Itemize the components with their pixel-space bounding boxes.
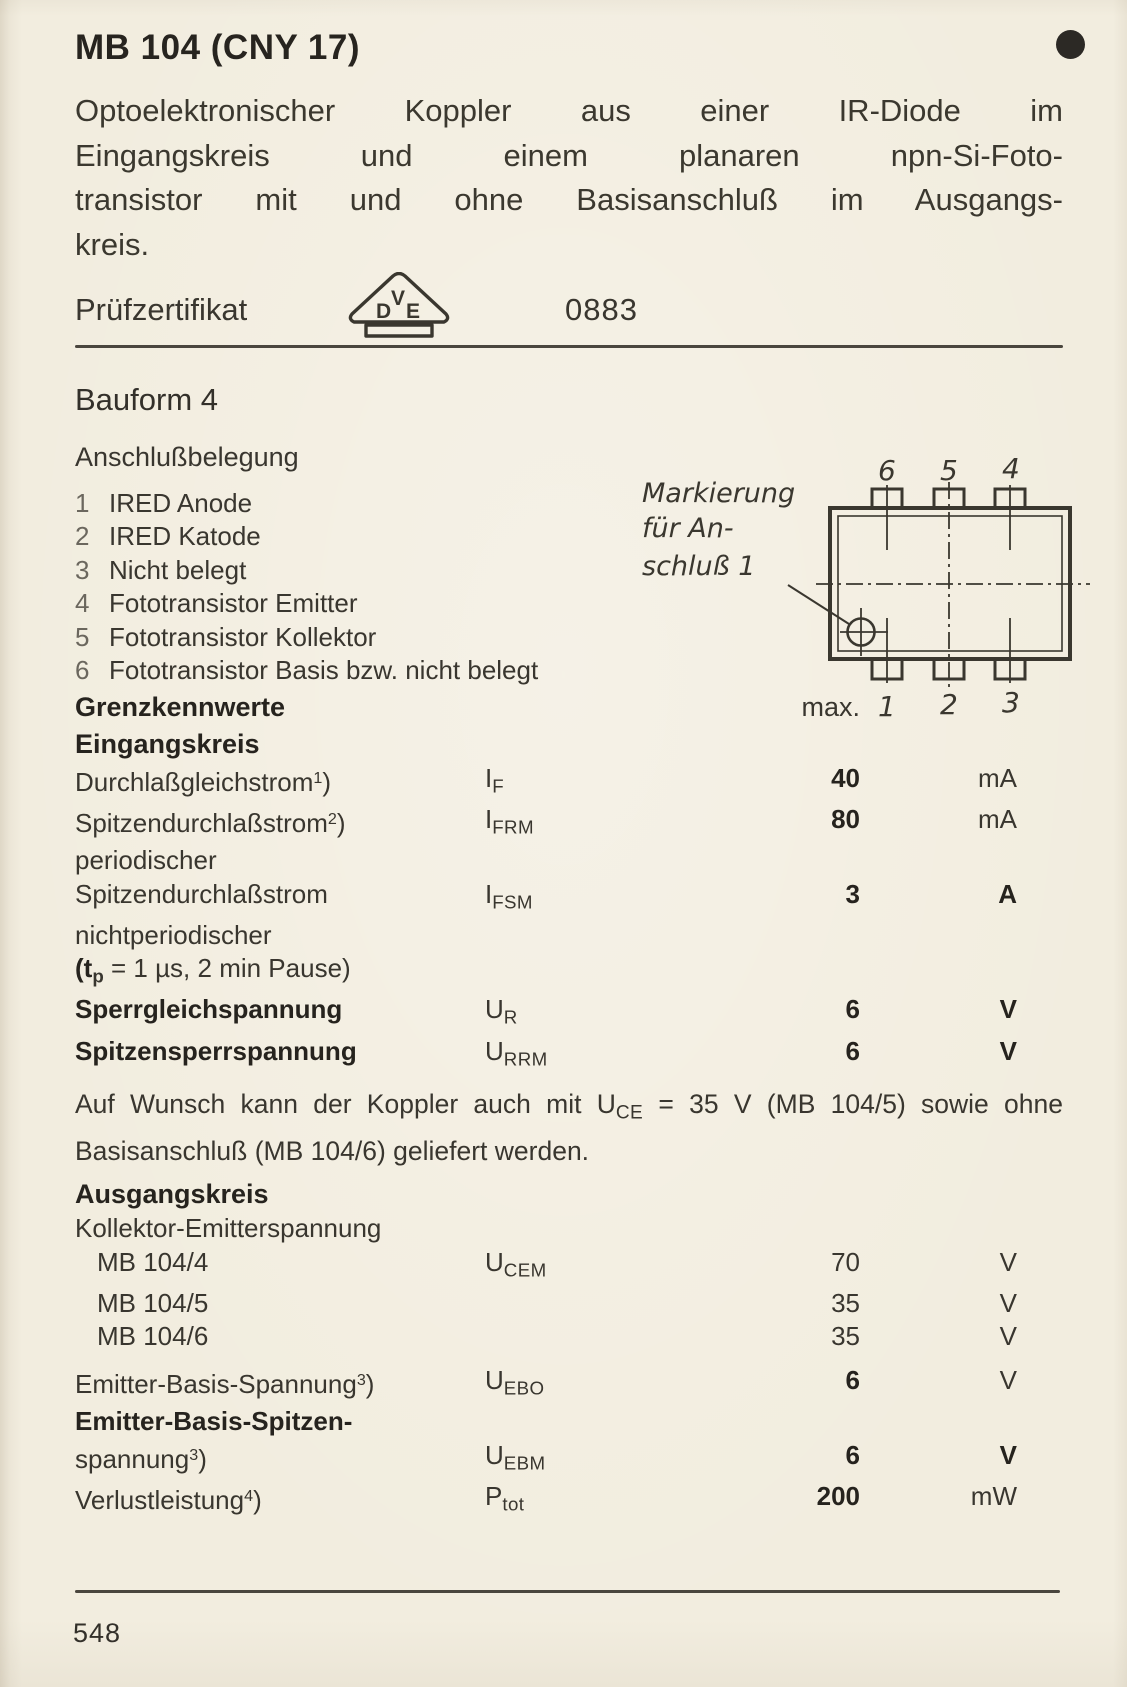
pin-list-item [75,654,635,687]
svg-text:D: D [376,300,392,323]
symbol: $I_{FRM}$ [485,804,534,838]
pinout-heading: Anschlußbelegung [75,442,299,472]
symbol: $U_{EBM}$ [485,1439,546,1474]
description-line: Eingangskreis und einem planaren npn-Si-Foto- [75,137,1063,173]
certificate-number: 0883 [565,292,638,327]
pin-number-bottom: 3 [1002,686,1020,719]
symbol: $U_{EBO}$ [485,1364,545,1399]
option-note: Auf Wunsch kann der Koppler auch mit $U_{CE} = 35$ V (MB 104/5) sowie ohne Basisanschluß (MB 104/6) geliefert werden. [75,1088,1063,1167]
value: 40 [831,763,860,793]
value: 35 [831,1321,860,1352]
pin-label: IRED Anode [109,488,253,518]
pin-number: 3 [75,554,90,585]
svg-text:E: E [406,300,421,323]
unit: mW [970,1480,1017,1511]
pin-list-item [75,487,635,520]
symbol: $I_F$ [485,763,505,797]
unit: V [999,994,1017,1025]
limits-table: Grenzkennwerte max. Eingangskreis Durchlaßgleichstrom$^1$) $I_F$ 40 mA Spitzendurchlaßstrom$^2$) $I_{FRM}$ 80 mA periodischer Spitzendurchlaßstrom $I_{FSM}$ 3 A nichtperiodischer ($t_p = 1$ µs, 2 min Pause) Sperrgleichspannung $U_R$ 6 V Spitzensperrspannung $U_{RRM}$ 6 V Auf Wunsch kann der Koppler auch mit $U_{CE} = 35$ V (MB 104/5) sowie ohne Basisanschluß (MB 104/6) geliefert werden. Ausgangskreis Kollektor-Emitterspannung MB 104/4 $U_{CEM}$ 70 V MB 104/5 35 V MB 104/6 35 V Emitter-Basis-Spannung$^3$) $U_{EBO}$ 6 V Emitter-Basis-Spitzen- spannung$^3$) $U_{EBM}$ 6 V Verlustleistung$^4$) $P_{tot}$ 200 mW [75,688,1063,1521]
pin-list-item [75,554,635,587]
symbol: $U_{RRM}$ [485,1035,548,1070]
page-number: 548 [73,1618,122,1648]
max-column-header: max. [801,692,860,722]
value: 6 [845,1035,860,1066]
unit: mA [978,804,1017,835]
pin-label: Fototransistor Kollektor [109,621,377,652]
value: 6 [845,994,860,1025]
certificate-label: Prüfzertifikat [75,292,248,327]
unit: V [999,1321,1017,1352]
pin-label: Fototransistor Emitter [109,588,358,619]
value: 200 [816,1480,860,1511]
unit: V [999,1035,1017,1066]
description-paragraph [75,89,1063,267]
marking-label-line: Markierung [642,478,796,509]
description-line: Optoelektronischer Koppler aus einer IR-Diode im [75,93,1063,128]
footer-divider [75,1590,1060,1593]
unit: V [999,1246,1017,1277]
pin-number-bottom: 2 [940,688,958,721]
value: 35 [831,1287,860,1318]
value: 80 [831,804,860,835]
marking-label-line: für An- [642,513,734,544]
description-line: transistor mit und ohne Basisanschluß im Ausgangs- [75,182,1063,217]
pin-list [75,487,635,687]
unit: V [999,1364,1017,1395]
unit: mA [978,763,1017,793]
header [75,28,1063,338]
certificate-row [75,282,1063,338]
pin-number-top: 6 [878,454,896,487]
limits-heading: Grenzkennwerte [75,692,286,722]
pin-number: 1 [75,488,90,518]
pin-list-item [75,621,635,654]
pin-label: Fototransistor Basis bzw. nicht belegt [109,655,539,686]
header-divider [75,345,1063,348]
bauform-heading: Bauform 4 [75,382,219,417]
pin-number-bottom: 1 [878,690,896,723]
vde-logo-icon [343,272,455,338]
marking-label-line: schluß 1 [642,551,756,582]
symbol: $U_R$ [485,994,518,1029]
unit: V [999,1287,1017,1318]
pin-label: Nicht belegt [109,554,247,585]
symbol: $P_{tot}$ [485,1480,525,1515]
value: 70 [831,1246,860,1277]
pin-number: 5 [75,621,90,652]
pin-list-item [75,520,635,553]
unit: A [998,878,1017,909]
input-circuit-heading: Eingangskreis [75,729,260,759]
description-line: kreis. [75,226,150,262]
value: 6 [845,1364,860,1395]
pin-number-top: 4 [1002,452,1020,485]
output-circuit-heading: Ausgangskreis [75,1179,269,1210]
symbol: $I_{FSM}$ [485,878,533,913]
pin-number: 6 [75,655,90,686]
pin-label: IRED Katode [109,521,261,552]
vde-letter-v: V [391,287,406,310]
pin-number: 4 [75,588,90,619]
pin-number-top: 5 [940,454,958,487]
pin-number: 2 [75,521,90,552]
pin-list-item [75,587,635,620]
symbol: $U_{CEM}$ [485,1246,547,1281]
unit: V [999,1439,1017,1470]
bauform-section [75,382,635,687]
value: 3 [845,878,860,909]
value: 6 [845,1439,860,1470]
package-outline-diagram [628,452,1106,724]
page-title: MB 104 (CNY 17) [75,28,361,67]
